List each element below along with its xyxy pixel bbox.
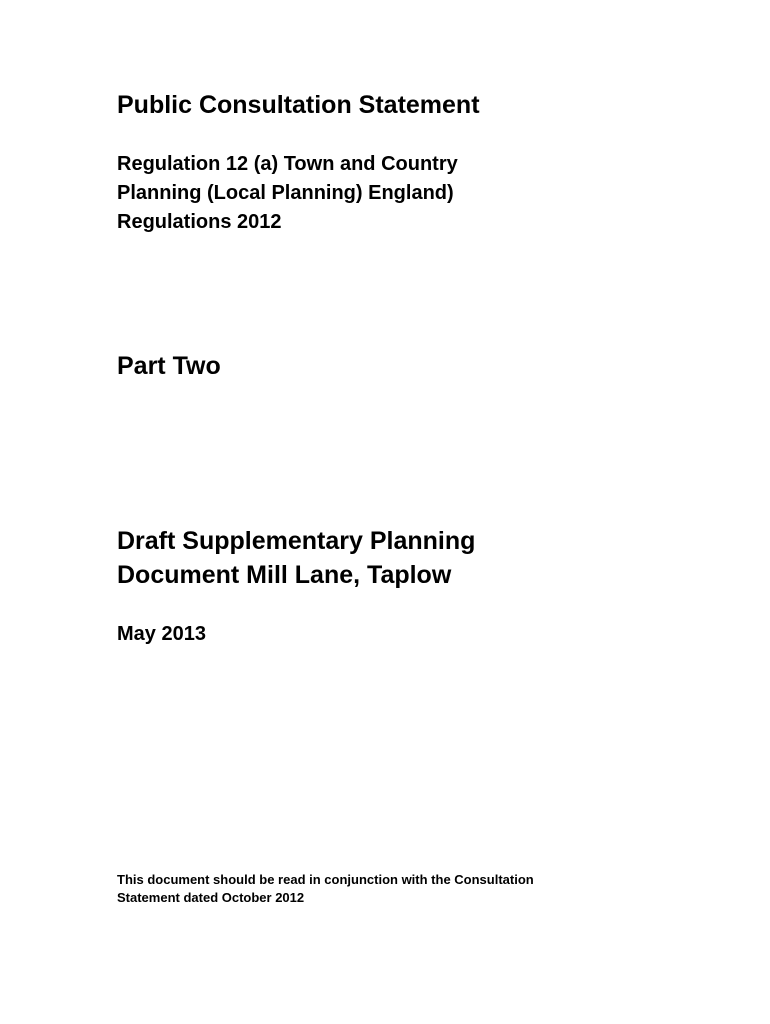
- doc-title-line: Draft Supplementary Planning: [117, 527, 476, 555]
- regulation-subtitle: [117, 150, 458, 237]
- document-title: Public Consultation Statement: [117, 91, 480, 119]
- subtitle-line: Regulation 12 (a) Town and Country: [117, 153, 458, 175]
- part-heading: Part Two: [117, 352, 221, 380]
- reading-note: [117, 871, 534, 907]
- draft-document-title: [117, 524, 475, 592]
- document-date: May 2013: [117, 623, 206, 645]
- note-line: This document should be read in conjunction with the Consultation: [117, 872, 534, 887]
- doc-title-line: Document Mill Lane, Taplow: [117, 561, 452, 589]
- subtitle-line: Regulations 2012: [117, 211, 282, 233]
- note-line: Statement dated October 2012: [117, 890, 305, 905]
- subtitle-line: Planning (Local Planning) England): [117, 182, 454, 204]
